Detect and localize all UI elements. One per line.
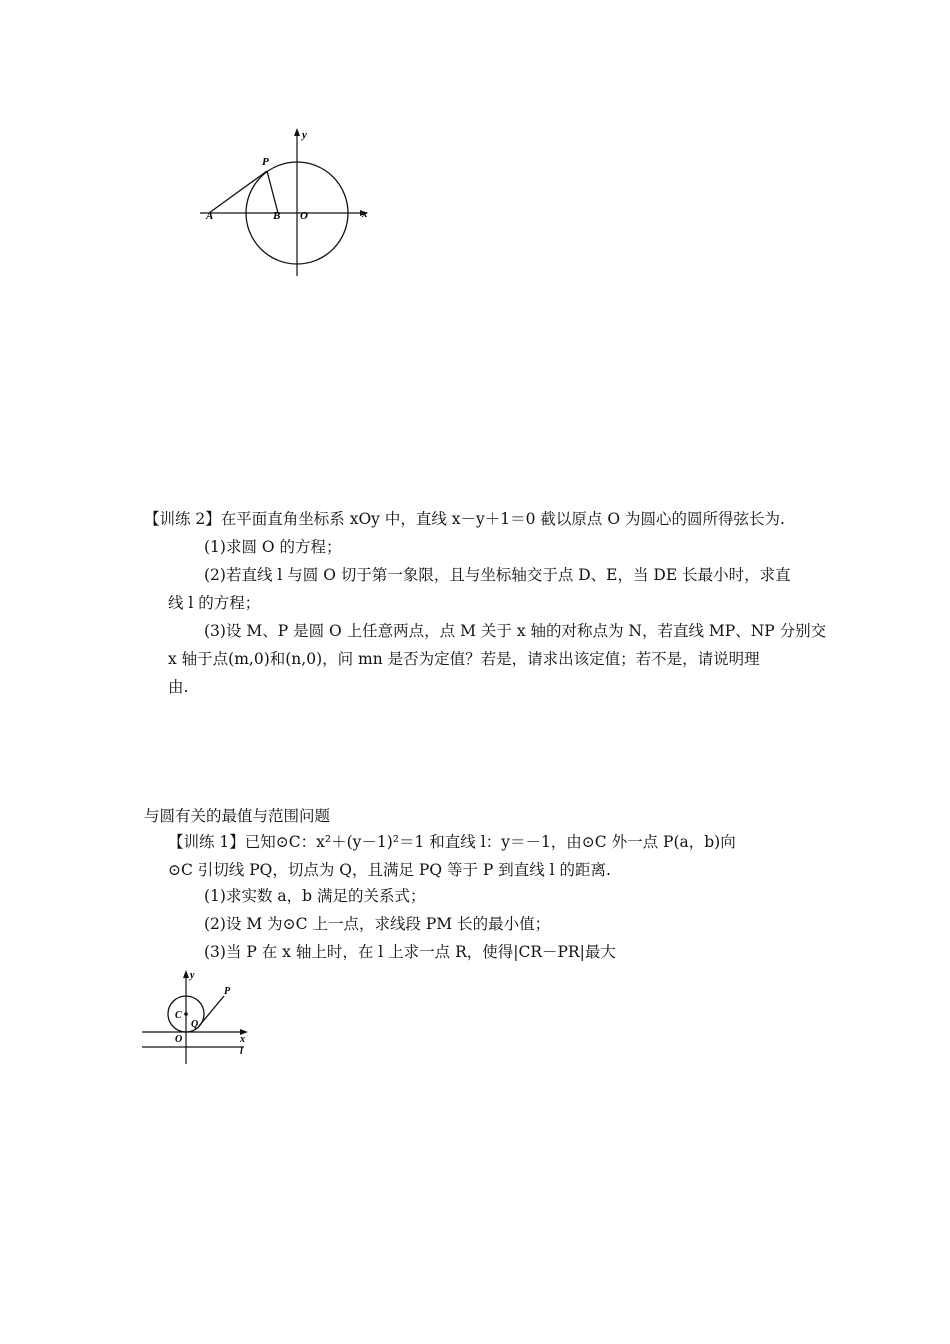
label-P: P [262,156,269,168]
label-O: O [175,1034,183,1045]
label-B: B [273,210,281,222]
tangent-line-PQ [199,996,224,1026]
training2-line-3: (2)若直线 l 与圆 O 切于第一象限，且与坐标轴交于点 D、E，当 DE 长最小时，求直 [204,566,791,584]
figure-circle-C [138,968,254,1068]
training1-line-4: (2)设 M 为⊙C 上一点，求线段 PM 长的最小值； [204,915,551,933]
training2-line-2: (1)求圆 O 的方程； [204,538,342,556]
training2-line-4: 线 l 的方程； [168,594,261,612]
y-axis-arrow [183,970,189,978]
label-O: O [300,210,308,222]
training1-line-1: 【训练 1】已知⊙C：x²＋(y－1)²＝1 和直线 l：y＝－1，由⊙C 外一点 P(a，b)向 [168,833,736,851]
training1-line-3: (1)求实数 a，b 满足的关系式； [204,887,426,905]
label-l: l [240,1046,243,1057]
label-x: x [362,208,368,220]
label-C: C [175,1010,182,1021]
tangent-line-AP [209,171,267,213]
training2-line-6: x 轴于点(m,0)和(n,0)，问 mn 是否为定值？若是，请求出该定值；若不是，请说明理 [168,650,760,668]
segment-PB [267,171,278,213]
training2-line-1: 【训练 2】在平面直角坐标系 xOy 中，直线 x－y＋1＝0 截以原点 O 为圆心的圆所得弦长为. [144,510,785,528]
y-axis-arrow [294,128,300,136]
label-Q: Q [191,1019,199,1030]
label-x: x [240,1034,245,1045]
label-P: P [224,986,231,997]
training1-line-2: ⊙C 引切线 PQ，切点为 Q，且满足 PQ 等于 P 到直线 l 的距离. [168,861,611,879]
center-C [184,1012,188,1016]
label-y: y [302,129,307,141]
training2-line-5: (3)设 M、P 是圆 O 上任意两点，点 M 关于 x 轴的对称点为 N，若直线 MP、NP 分别交 [204,622,827,640]
section-title: 与圆有关的最值与范围问题 [144,807,331,825]
figure-circle-tangent [196,124,382,278]
label-A: A [206,210,214,222]
label-y: y [190,970,195,981]
training2-line-7: 由. [168,678,189,696]
training1-line-5: (3)当 P 在 x 轴上时，在 l 上求一点 R，使得|CR－PR|最大 [204,943,616,961]
